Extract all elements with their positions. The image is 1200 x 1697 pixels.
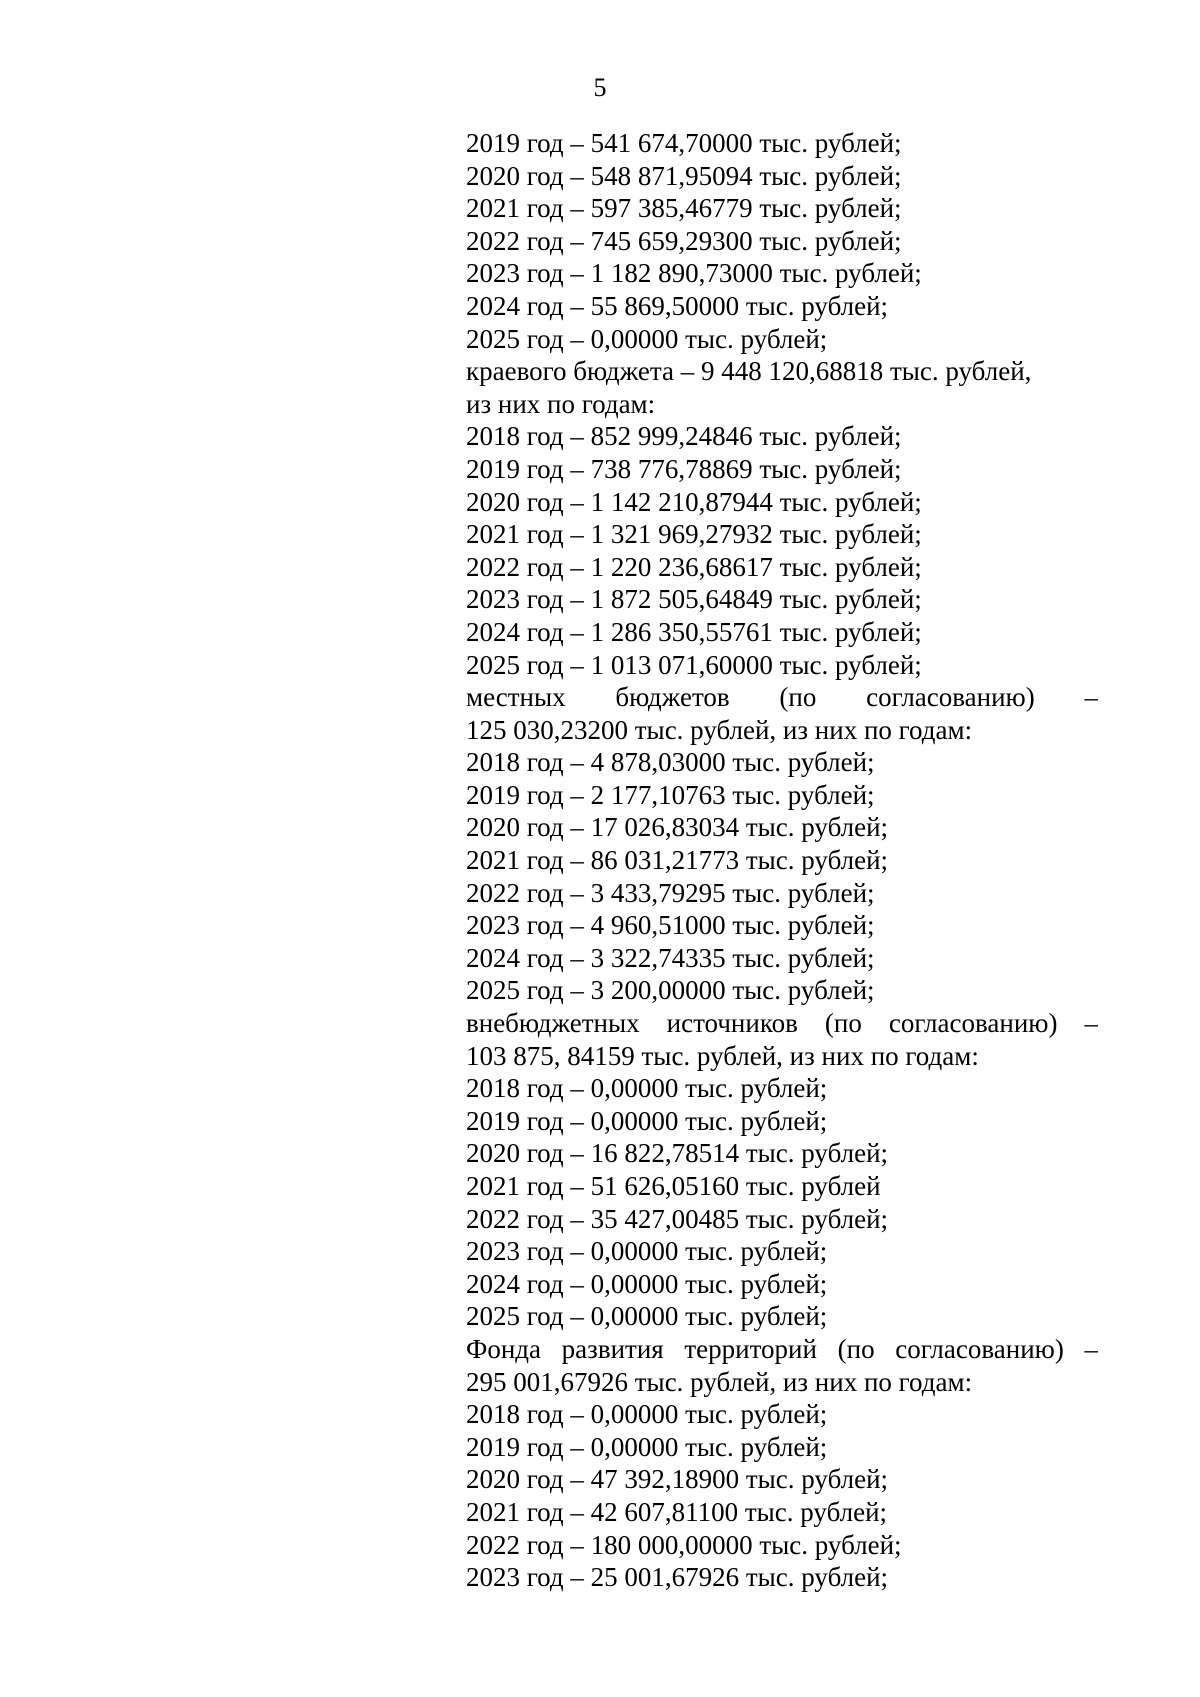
- text-line: 2021 год – 1 321 969,27932 тыс. рублей;: [466, 519, 922, 550]
- text-line: 2018 год – 852 999,24846 тыс. рублей;: [466, 421, 902, 452]
- text-line: 125 030,23200 тыс. рублей, из них по годам:: [466, 714, 973, 745]
- text-line: 103 875, 84159 тыс. рублей, из них по годам:: [466, 1040, 979, 1071]
- text-line: 2022 год – 35 427,00485 тыс. рублей;: [466, 1203, 889, 1234]
- text-line: 2023 год – 0,00000 тыс. рублей;: [466, 1236, 828, 1267]
- text-line: внебюджетных источников (по согласованию) –: [466, 1008, 1098, 1039]
- text-line: 2021 год – 51 626,05160 тыс. рублей: [466, 1171, 881, 1201]
- text-line: Фонда развития территорий (по согласованию) –: [466, 1333, 1098, 1364]
- text-line: 2018 год – 0,00000 тыс. рублей;: [466, 1073, 828, 1104]
- text-line: 2019 год – 541 674,70000 тыс. рублей;: [466, 128, 902, 158]
- text-line: 2024 год – 3 322,74335 тыс. рублей;: [466, 942, 875, 973]
- text-line: 2021 год – 597 385,46779 тыс. рублей;: [466, 193, 902, 224]
- text-line: из них по годам:: [466, 388, 656, 419]
- text-line: 2019 год – 738 776,78869 тыс. рублей;: [466, 453, 902, 484]
- text-line: 2021 год – 42 607,81100 тыс. рублей;: [466, 1496, 888, 1527]
- text-line: 2020 год – 47 392,18900 тыс. рублей;: [466, 1464, 889, 1495]
- text-line: 2018 год – 4 878,03000 тыс. рублей;: [466, 747, 875, 778]
- text-line: 2023 год – 4 960,51000 тыс. рублей;: [466, 910, 875, 941]
- text-line: 2021 год – 86 031,21773 тыс. рублей;: [466, 845, 889, 876]
- funding-text-block: [466, 127, 1098, 1594]
- text-line: 2020 год – 16 822,78514 тыс. рублей;: [466, 1138, 889, 1169]
- text-line: 2022 год – 180 000,00000 тыс. рублей;: [466, 1529, 902, 1560]
- page-number: 5: [593, 73, 607, 102]
- text-line: 2025 год – 3 200,00000 тыс. рублей;: [466, 975, 875, 1006]
- text-line: 2023 год – 25 001,67926 тыс. рублей;: [466, 1562, 889, 1593]
- text-line: 2019 год – 0,00000 тыс. рублей;: [466, 1431, 828, 1462]
- text-line: 2023 год – 1 182 890,73000 тыс. рублей;: [466, 258, 922, 289]
- text-line: 2020 год – 548 871,95094 тыс. рублей;: [466, 160, 902, 191]
- text-line: 2024 год – 55 869,50000 тыс. рублей;: [466, 290, 889, 321]
- text-line: 2022 год – 745 659,29300 тыс. рублей;: [466, 225, 902, 256]
- text-line: 2020 год – 1 142 210,87944 тыс. рублей;: [466, 486, 922, 517]
- text-line: 2024 год – 1 286 350,55761 тыс. рублей;: [466, 616, 922, 647]
- text-line: 2025 год – 0,00000 тыс. рублей;: [466, 1301, 828, 1332]
- text-line: 2025 год – 1 013 071,60000 тыс. рублей;: [466, 649, 922, 680]
- text-line: 2025 год – 0,00000 тыс. рублей;: [466, 323, 828, 354]
- text-line: 2020 год – 17 026,83034 тыс. рублей;: [466, 812, 889, 843]
- text-line: 2022 год – 3 433,79295 тыс. рублей;: [466, 877, 875, 908]
- text-line: краевого бюджета – 9 448 120,68818 тыс. рублей,: [466, 356, 1032, 387]
- text-line: 2019 год – 2 177,10763 тыс. рублей;: [466, 779, 875, 810]
- text-line: 2018 год – 0,00000 тыс. рублей;: [466, 1399, 828, 1430]
- text-line: 2019 год – 0,00000 тыс. рублей;: [466, 1105, 828, 1136]
- text-line: 295 001,67926 тыс. рублей, из них по годам:: [466, 1366, 973, 1397]
- text-line: 2023 год – 1 872 505,64849 тыс. рублей;: [466, 584, 922, 615]
- text-line: 2022 год – 1 220 236,68617 тыс. рублей;: [466, 551, 922, 582]
- text-line: местных бюджетов (по согласованию) –: [466, 682, 1098, 713]
- text-line: 2024 год – 0,00000 тыс. рублей;: [466, 1268, 828, 1299]
